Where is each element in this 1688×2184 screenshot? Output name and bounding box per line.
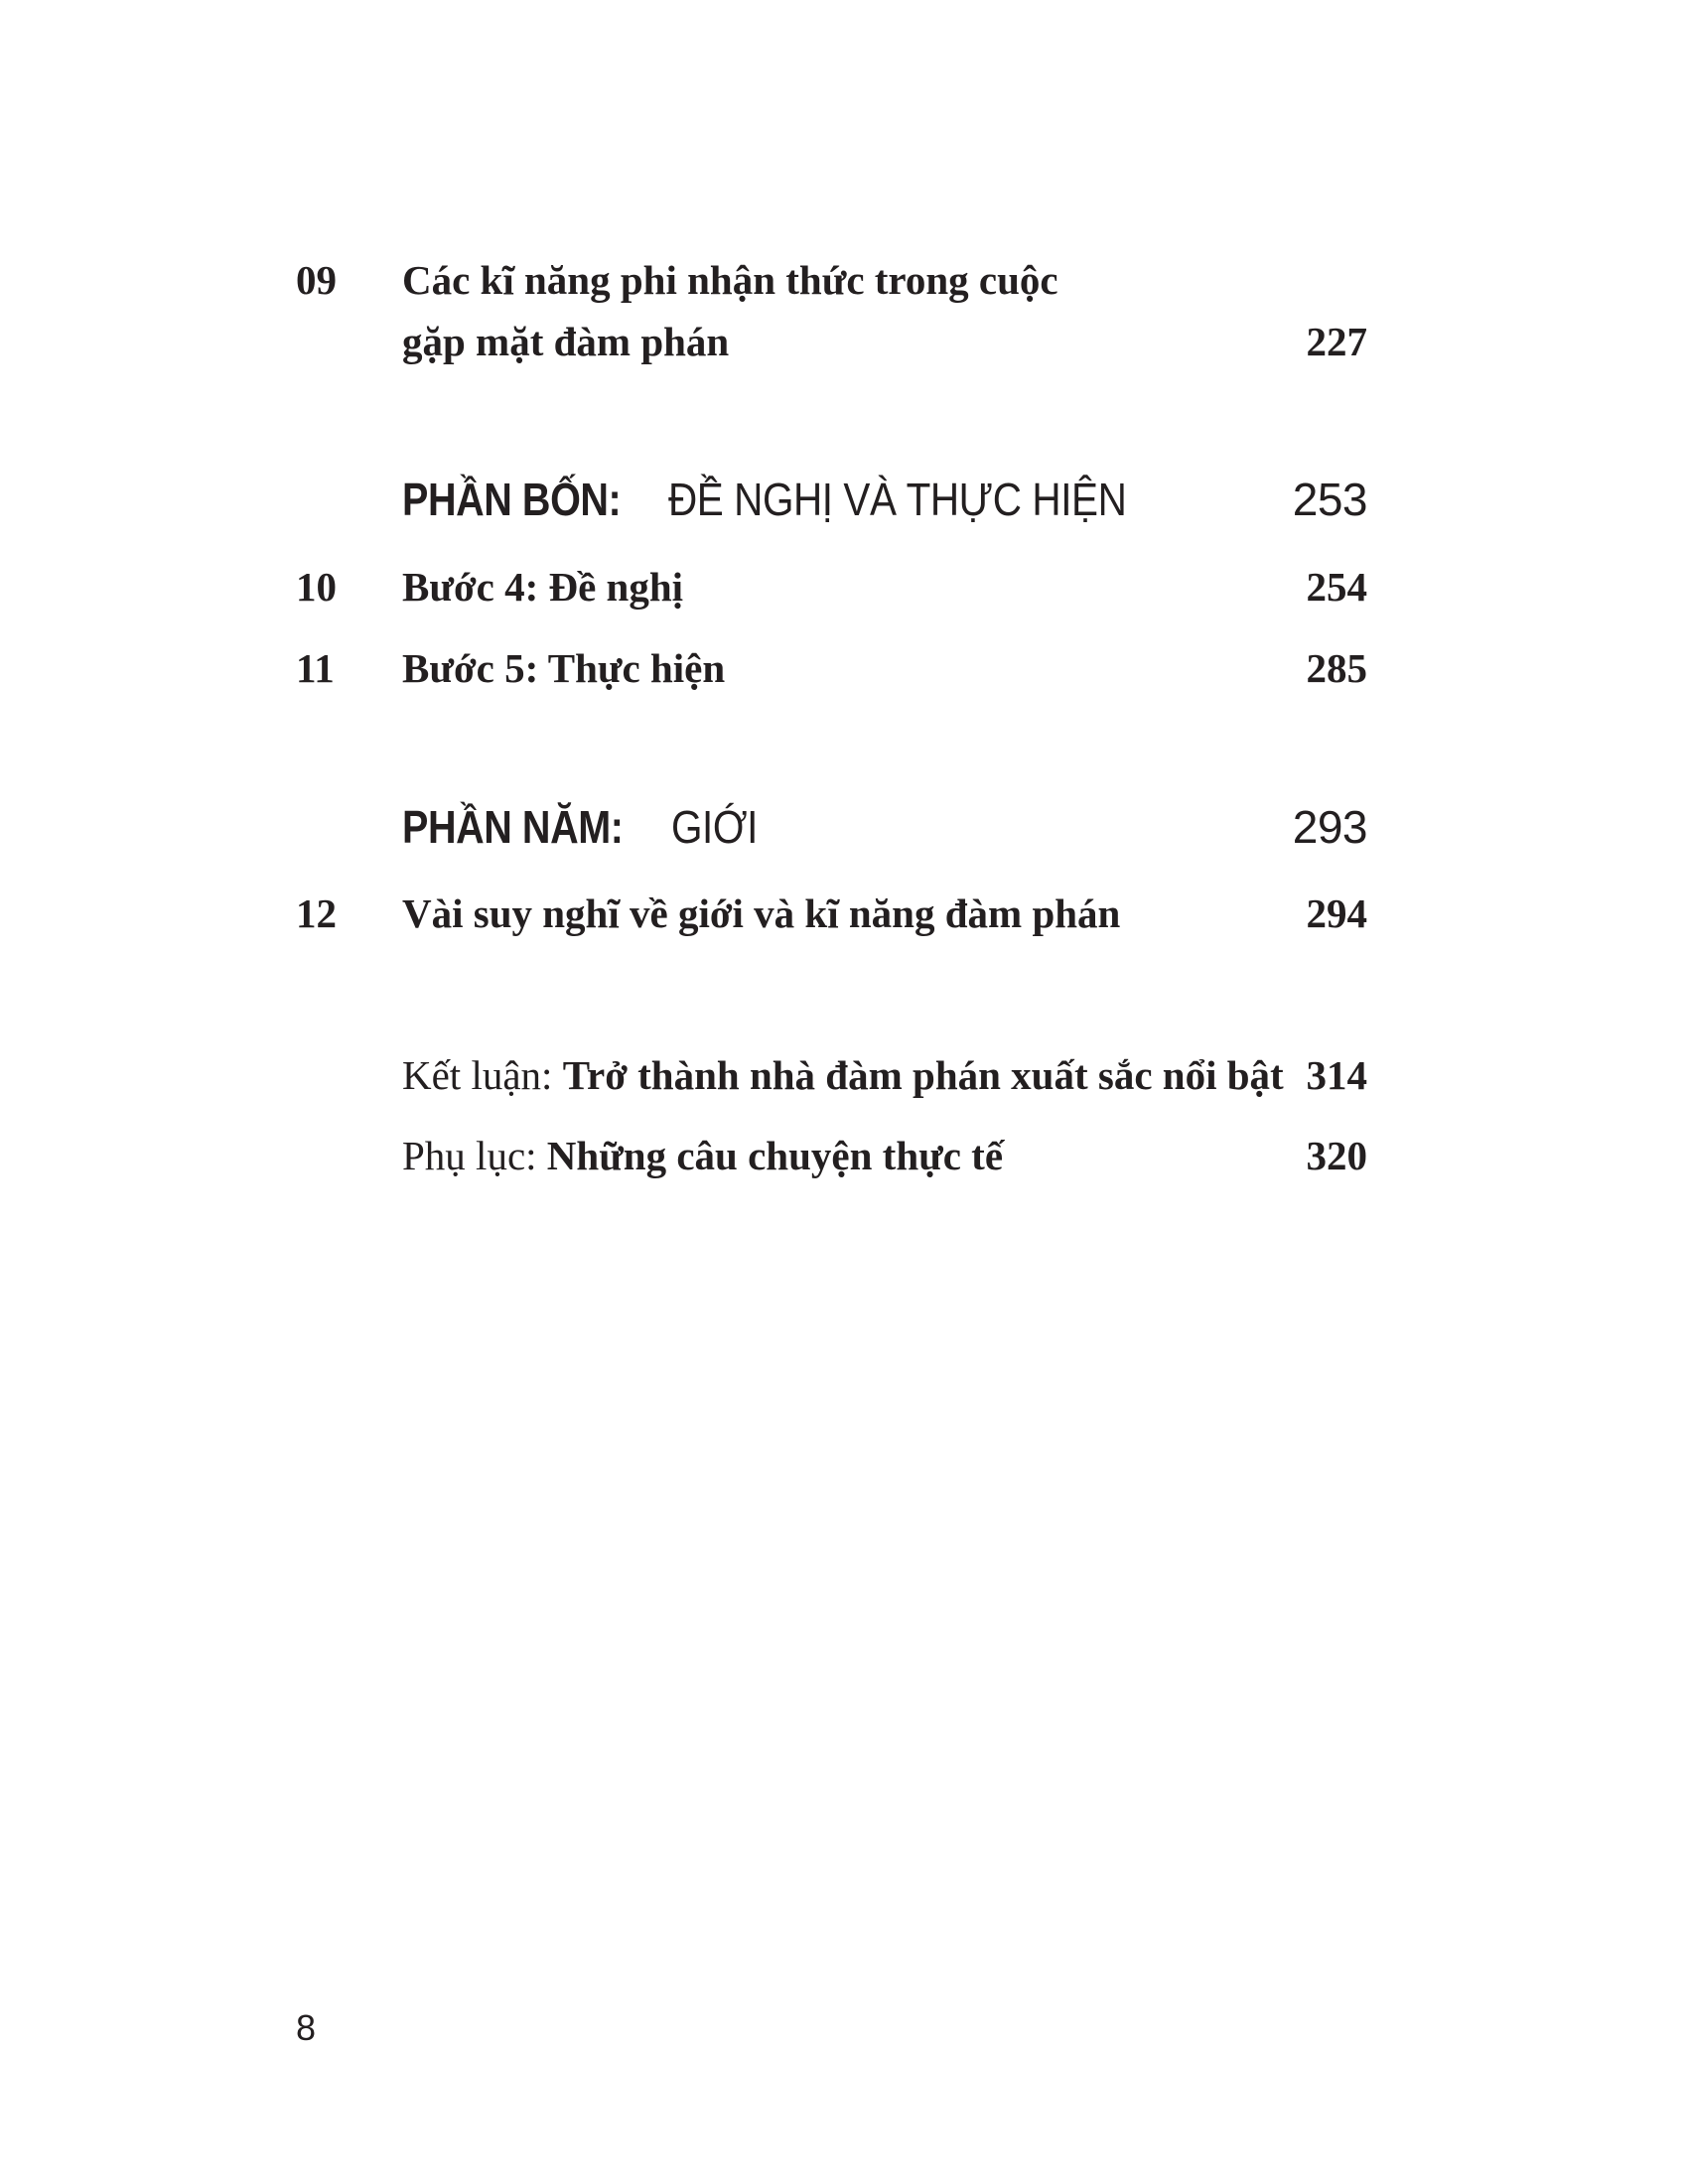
- back-matter-page-number: 314: [1306, 1052, 1367, 1098]
- part-label: PHẦN NĂM:: [402, 801, 624, 853]
- part-page-number: 293: [1292, 801, 1367, 853]
- back-matter-lead: Phụ lục:: [402, 1133, 537, 1178]
- back-matter-title: Những câu chuyện thực tế: [546, 1133, 1004, 1178]
- chapter-number: 12: [296, 890, 337, 936]
- chapter-number: 10: [296, 564, 337, 610]
- chapter-number: 09: [296, 257, 337, 303]
- chapter-title: Các kĩ năng phi nhận thức trong cuộc: [402, 257, 1058, 303]
- back-matter-heading: [402, 1133, 1004, 1178]
- part-name: ĐỀ NGHỊ VÀ THỰC HIỆN: [668, 474, 1127, 525]
- chapter-title: Vài suy nghĩ về giới và kĩ năng đàm phán: [402, 890, 1121, 936]
- back-matter-lead: Kết luận:: [402, 1052, 553, 1098]
- part-heading: [402, 801, 770, 853]
- chapter-title-continued: gặp mặt đàm phán: [402, 319, 730, 364]
- chapter-page-number: 254: [1306, 564, 1367, 610]
- chapter-page-number: 294: [1306, 890, 1367, 936]
- chapter-page-number: 285: [1306, 645, 1367, 691]
- part-page-number: 253: [1292, 474, 1367, 525]
- chapter-number: 11: [296, 645, 335, 691]
- chapter-page-number: 227: [1306, 319, 1367, 364]
- page-folio: 8: [296, 2007, 317, 2048]
- chapter-title: Bước 4: Đề nghị: [402, 564, 684, 610]
- chapter-title: Bước 5: Thực hiện: [402, 645, 726, 691]
- back-matter-title: Trở thành nhà đàm phán xuất sắc nổi bật: [562, 1052, 1284, 1098]
- back-matter-page-number: 320: [1306, 1133, 1367, 1178]
- part-label: PHẦN BỐN:: [402, 474, 622, 525]
- part-heading: [402, 474, 1190, 525]
- back-matter-heading: [402, 1052, 1284, 1098]
- part-name: GIỚI: [670, 801, 758, 853]
